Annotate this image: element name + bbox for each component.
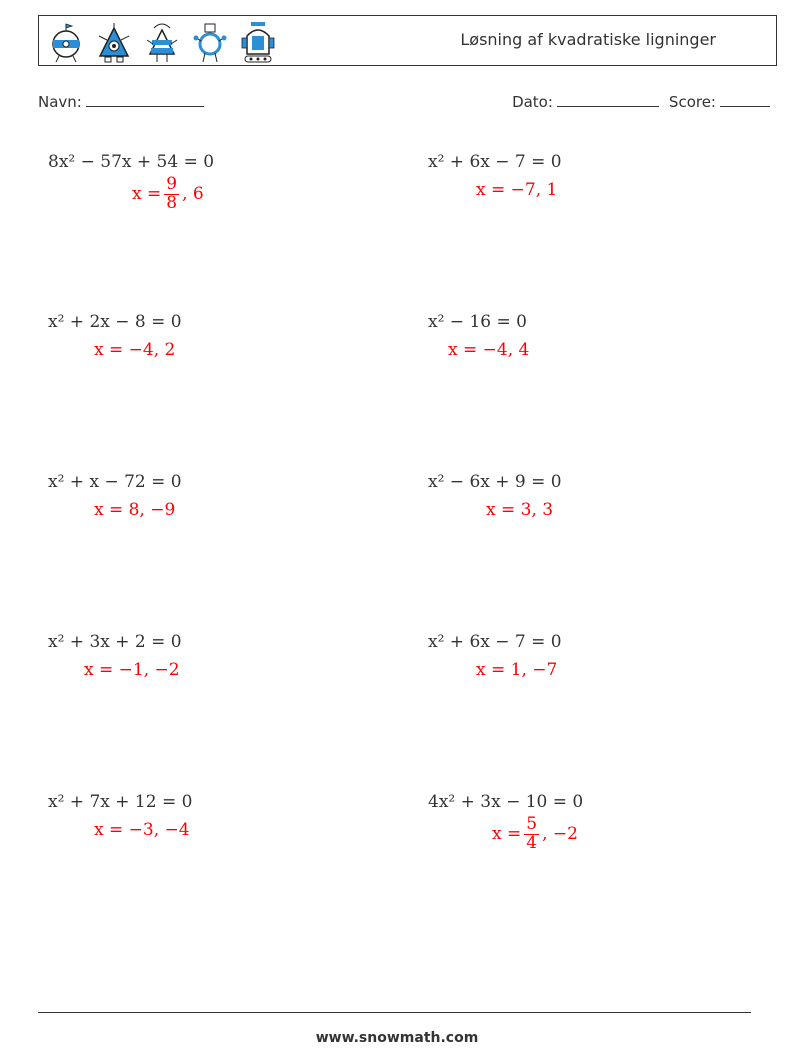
- answer: x = −7, 1: [476, 180, 558, 200]
- name-label: Navn:: [38, 93, 82, 111]
- footer-url[interactable]: www.snowmath.com: [315, 1030, 479, 1046]
- problem-8: [428, 632, 758, 722]
- problem-2: [428, 152, 758, 242]
- name-field: [38, 92, 204, 111]
- answer-prefix: x =: [132, 183, 162, 204]
- equation: x² + 7x + 12 = 0: [48, 792, 193, 812]
- date-score-fields: [512, 92, 770, 111]
- problem-5: [48, 472, 378, 562]
- answer-rest: , −2: [542, 823, 578, 844]
- answer-fraction: [524, 816, 539, 853]
- name-blank[interactable]: [86, 92, 204, 107]
- equation: x² + x − 72 = 0: [48, 472, 182, 492]
- date-blank[interactable]: [557, 92, 659, 107]
- equation: 4x² + 3x − 10 = 0: [428, 792, 584, 812]
- worksheet-title: Løsning af kvadratiske ligninger: [460, 30, 716, 49]
- answer: x = −1, −2: [84, 660, 180, 680]
- robot-3-icon: [143, 20, 181, 64]
- answer-fraction: [164, 176, 179, 213]
- problem-7: [48, 632, 378, 722]
- answer: x = −4, 4: [448, 340, 530, 360]
- problem-9: [48, 792, 378, 882]
- problem-1: [48, 152, 378, 242]
- fraction-denominator: 4: [526, 832, 538, 853]
- answer: x = 1, −7: [476, 660, 558, 680]
- score-blank[interactable]: [720, 92, 770, 107]
- equation: x² + 6x − 7 = 0: [428, 632, 562, 652]
- answer-rest: , 6: [182, 183, 204, 204]
- robot-1-icon: [47, 20, 85, 64]
- robot-2-icon: [95, 20, 133, 64]
- worksheet-header: [38, 15, 777, 66]
- answer: x = 8, −9: [94, 500, 176, 520]
- robot-5-icon: [239, 20, 277, 64]
- fraction-denominator: 8: [166, 192, 178, 213]
- equation: x² + 6x − 7 = 0: [428, 152, 562, 172]
- equation: x² + 2x − 8 = 0: [48, 312, 182, 332]
- footer-divider: [38, 1012, 751, 1013]
- problem-6: [428, 472, 758, 562]
- equation: x² − 16 = 0: [428, 312, 527, 332]
- problem-10: [428, 792, 758, 882]
- equation: 8x² − 57x + 54 = 0: [48, 152, 215, 172]
- answer: x = 3, 3: [486, 500, 554, 520]
- fraction-numerator: 9: [166, 174, 178, 194]
- problem-3: [48, 312, 378, 402]
- problem-4: [428, 312, 758, 402]
- student-info-row: [38, 92, 770, 116]
- answer: [492, 816, 578, 853]
- equation: x² − 6x + 9 = 0: [428, 472, 562, 492]
- answer-prefix: x =: [492, 823, 522, 844]
- answer: x = −4, 2: [94, 340, 176, 360]
- date-label: Dato:: [512, 93, 553, 111]
- answer: x = −3, −4: [94, 820, 190, 840]
- score-label: Score:: [668, 93, 716, 111]
- fraction-numerator: 5: [526, 814, 538, 834]
- robot-icons: [47, 20, 277, 64]
- equation: x² + 3x + 2 = 0: [48, 632, 182, 652]
- robot-4-icon: [191, 20, 229, 64]
- answer: [132, 176, 204, 213]
